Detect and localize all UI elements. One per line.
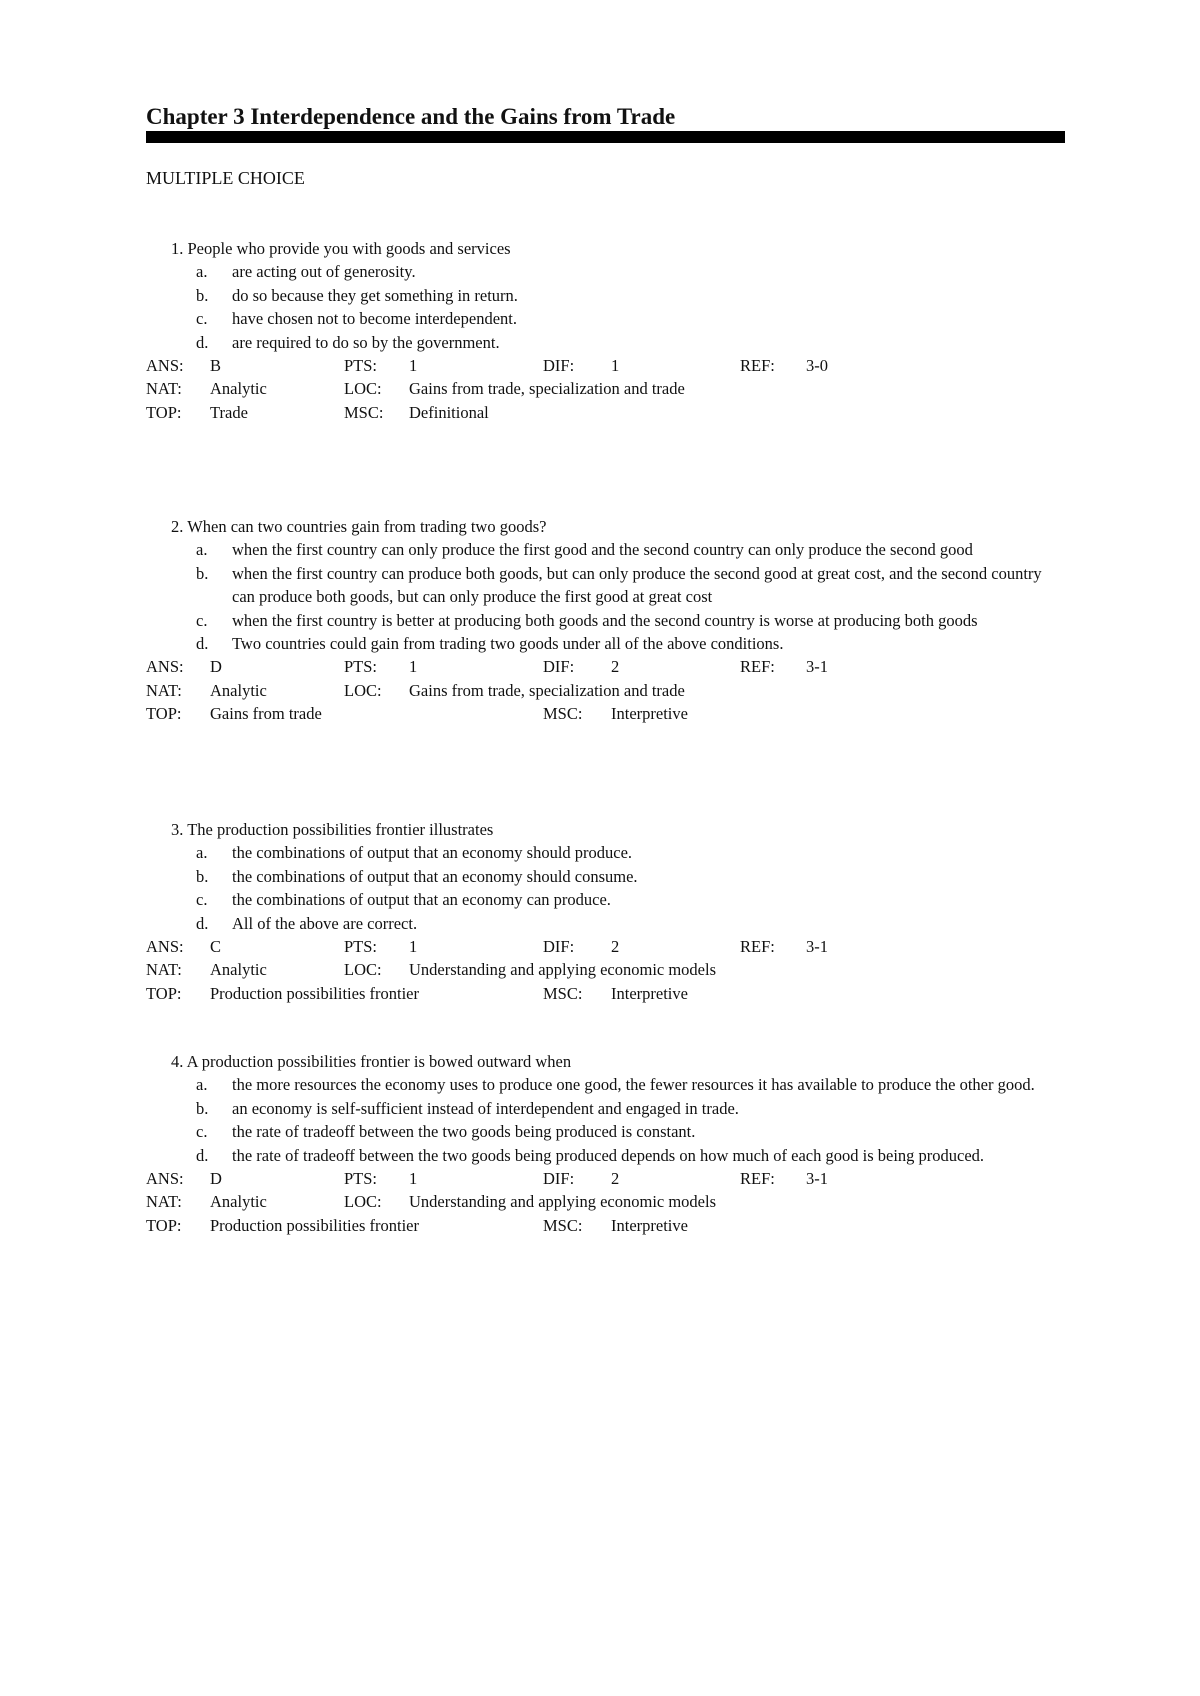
- choice-c: [146, 888, 1066, 911]
- ref-value: 3-1: [806, 937, 828, 957]
- pts-value: 1: [409, 937, 418, 957]
- question-stem: 1. People who provide you with goods and services: [171, 239, 511, 258]
- choice-letter: a.: [196, 843, 208, 863]
- title-rule: [146, 131, 1065, 143]
- meta-row-nat: [146, 377, 1066, 400]
- choice-letter: c.: [196, 309, 208, 329]
- choice-letter: c.: [196, 890, 208, 910]
- ans-value: B: [210, 356, 222, 376]
- choice-text: the rate of tradeoff between the two goods being produced is constant.: [232, 1122, 696, 1142]
- choice-text: the rate of tradeoff between the two goods being produced depends on how much of each good is being produced.: [232, 1145, 985, 1165]
- question-stem: 2. When can two countries gain from trading two goods?: [171, 517, 547, 536]
- ans-label: ANS:: [146, 1169, 184, 1189]
- nat-label: NAT:: [146, 960, 182, 980]
- chapter-title: Chapter 3 Interdependence and the Gains from Trade: [146, 104, 676, 129]
- choice-text: an economy is self-sufficient instead of interdependent and engaged in trade.: [232, 1098, 739, 1118]
- choice-b: [146, 865, 1066, 888]
- loc-label: LOC:: [344, 960, 382, 980]
- top-label: TOP:: [146, 1215, 182, 1235]
- pts-label: PTS:: [344, 356, 378, 376]
- msc-label: MSC:: [543, 704, 583, 724]
- choice-d: [146, 1144, 1066, 1167]
- question-2: [146, 515, 1066, 726]
- choice-letter: c.: [196, 1122, 208, 1142]
- choice-c: [146, 307, 1066, 330]
- section-heading: MULTIPLE CHOICE: [146, 168, 305, 188]
- meta-row-ans: [146, 1167, 1066, 1190]
- nat-label: NAT:: [146, 1192, 182, 1212]
- loc-label: LOC:: [344, 379, 382, 399]
- question-4: [146, 1050, 1066, 1237]
- choice-text: when the first country can produce both goods, but can only produce the second good at great cost, and the second country can produce both goods, but can only produce the first good at great cost: [232, 563, 1042, 607]
- choice-letter: d.: [196, 634, 209, 654]
- dif-label: DIF:: [543, 356, 575, 376]
- choice-d: [146, 331, 1066, 354]
- ref-value: 3-0: [806, 356, 828, 376]
- choice-letter: a.: [196, 540, 208, 560]
- ans-value: D: [210, 657, 222, 677]
- msc-value: Interpretive: [611, 704, 688, 724]
- dif-value: 2: [611, 937, 620, 957]
- msc-label: MSC:: [543, 1215, 583, 1235]
- choice-a: [146, 1073, 1066, 1096]
- choice-text: are required to do so by the government.: [232, 332, 500, 352]
- top-value: Production possibilities frontier: [210, 1215, 419, 1235]
- meta-row-nat: [146, 958, 1066, 981]
- loc-value: Gains from trade, specialization and trade: [409, 379, 685, 399]
- meta-row-ans: [146, 655, 1066, 678]
- question-stem: 4. A production possibilities frontier is bowed outward when: [171, 1052, 572, 1071]
- choice-letter: d.: [196, 332, 209, 352]
- meta-row-nat: [146, 679, 1066, 702]
- meta-row-top: [146, 401, 1066, 424]
- choice-letter: b.: [196, 1098, 209, 1118]
- meta-row-top: [146, 982, 1066, 1005]
- choice-d: [146, 632, 1066, 655]
- choice-b: [146, 562, 1066, 609]
- nat-value: Analytic: [210, 379, 267, 399]
- ans-label: ANS:: [146, 356, 184, 376]
- msc-value: Interpretive: [611, 1215, 688, 1235]
- nat-label: NAT:: [146, 680, 182, 700]
- loc-value: Understanding and applying economic models: [409, 1192, 717, 1212]
- loc-label: LOC:: [344, 680, 382, 700]
- choice-letter: d.: [196, 913, 209, 933]
- top-label: TOP:: [146, 402, 182, 422]
- question-3: [146, 818, 1066, 1005]
- choice-text: the combinations of output that an economy can produce.: [232, 890, 611, 910]
- pts-value: 1: [409, 1169, 418, 1189]
- pts-label: PTS:: [344, 937, 378, 957]
- ref-label: REF:: [740, 1169, 775, 1189]
- choice-c: [146, 609, 1066, 632]
- choice-d: [146, 912, 1066, 935]
- choice-b: [146, 1097, 1066, 1120]
- pts-value: 1: [409, 356, 418, 376]
- loc-label: LOC:: [344, 1192, 382, 1212]
- choice-letter: b.: [196, 285, 209, 305]
- choice-b: [146, 284, 1066, 307]
- dif-value: 2: [611, 1169, 620, 1189]
- meta-row-top: [146, 702, 1066, 725]
- choice-c: [146, 1120, 1066, 1143]
- dif-value: 1: [611, 356, 620, 376]
- top-label: TOP:: [146, 704, 182, 724]
- choice-text: do so because they get something in return.: [232, 285, 518, 305]
- meta-row-ans: [146, 935, 1066, 958]
- top-label: TOP:: [146, 983, 182, 1003]
- ref-label: REF:: [740, 657, 775, 677]
- top-value: Trade: [210, 402, 248, 422]
- msc-value: Definitional: [409, 402, 489, 422]
- dif-value: 2: [611, 657, 620, 677]
- msc-label: MSC:: [543, 983, 583, 1003]
- choice-a: [146, 260, 1066, 283]
- choice-letter: c.: [196, 610, 208, 630]
- loc-value: Gains from trade, specialization and trade: [409, 680, 685, 700]
- top-value: Gains from trade: [210, 704, 322, 724]
- loc-value: Understanding and applying economic models: [409, 960, 717, 980]
- ans-value: D: [210, 1169, 222, 1189]
- pts-label: PTS:: [344, 1169, 378, 1189]
- dif-label: DIF:: [543, 937, 575, 957]
- dif-label: DIF:: [543, 657, 575, 677]
- ans-value: C: [210, 937, 222, 957]
- choice-text: have chosen not to become interdependent.: [232, 309, 517, 329]
- ref-value: 3-1: [806, 1169, 828, 1189]
- top-value: Production possibilities frontier: [210, 983, 419, 1003]
- choice-text: when the first country can only produce the first good and the second country can only produce the second good: [232, 540, 973, 560]
- choice-text: Two countries could gain from trading two goods under all of the above conditions.: [232, 634, 784, 654]
- pts-label: PTS:: [344, 657, 378, 677]
- choice-letter: a.: [196, 262, 208, 282]
- nat-value: Analytic: [210, 680, 267, 700]
- choice-text: the more resources the economy uses to produce one good, the fewer resources it has available to produce the other good.: [232, 1075, 1035, 1095]
- choice-text: the combinations of output that an economy should produce.: [232, 843, 633, 863]
- ref-value: 3-1: [806, 657, 828, 677]
- dif-label: DIF:: [543, 1169, 575, 1189]
- pts-value: 1: [409, 657, 418, 677]
- choice-text: are acting out of generosity.: [232, 262, 416, 282]
- nat-value: Analytic: [210, 1192, 267, 1212]
- choice-text: All of the above are correct.: [232, 913, 418, 933]
- ref-label: REF:: [740, 356, 775, 376]
- choice-letter: a.: [196, 1075, 208, 1095]
- ans-label: ANS:: [146, 937, 184, 957]
- meta-row-nat: [146, 1190, 1066, 1213]
- meta-row-ans: [146, 354, 1066, 377]
- question-1: [146, 237, 1066, 424]
- ref-label: REF:: [740, 937, 775, 957]
- choice-letter: d.: [196, 1145, 209, 1165]
- choice-text: when the first country is better at producing both goods and the second country is worse at producing both goods: [232, 610, 978, 630]
- nat-value: Analytic: [210, 960, 267, 980]
- meta-row-top: [146, 1214, 1066, 1237]
- msc-label: MSC:: [344, 402, 384, 422]
- choice-letter: b.: [196, 866, 209, 886]
- choice-a: [146, 538, 1066, 561]
- ans-label: ANS:: [146, 657, 184, 677]
- choice-a: [146, 841, 1066, 864]
- choice-letter: b.: [196, 563, 209, 583]
- choice-text: the combinations of output that an economy should consume.: [232, 866, 638, 886]
- nat-label: NAT:: [146, 379, 182, 399]
- msc-value: Interpretive: [611, 983, 688, 1003]
- question-stem: 3. The production possibilities frontier illustrates: [171, 820, 494, 839]
